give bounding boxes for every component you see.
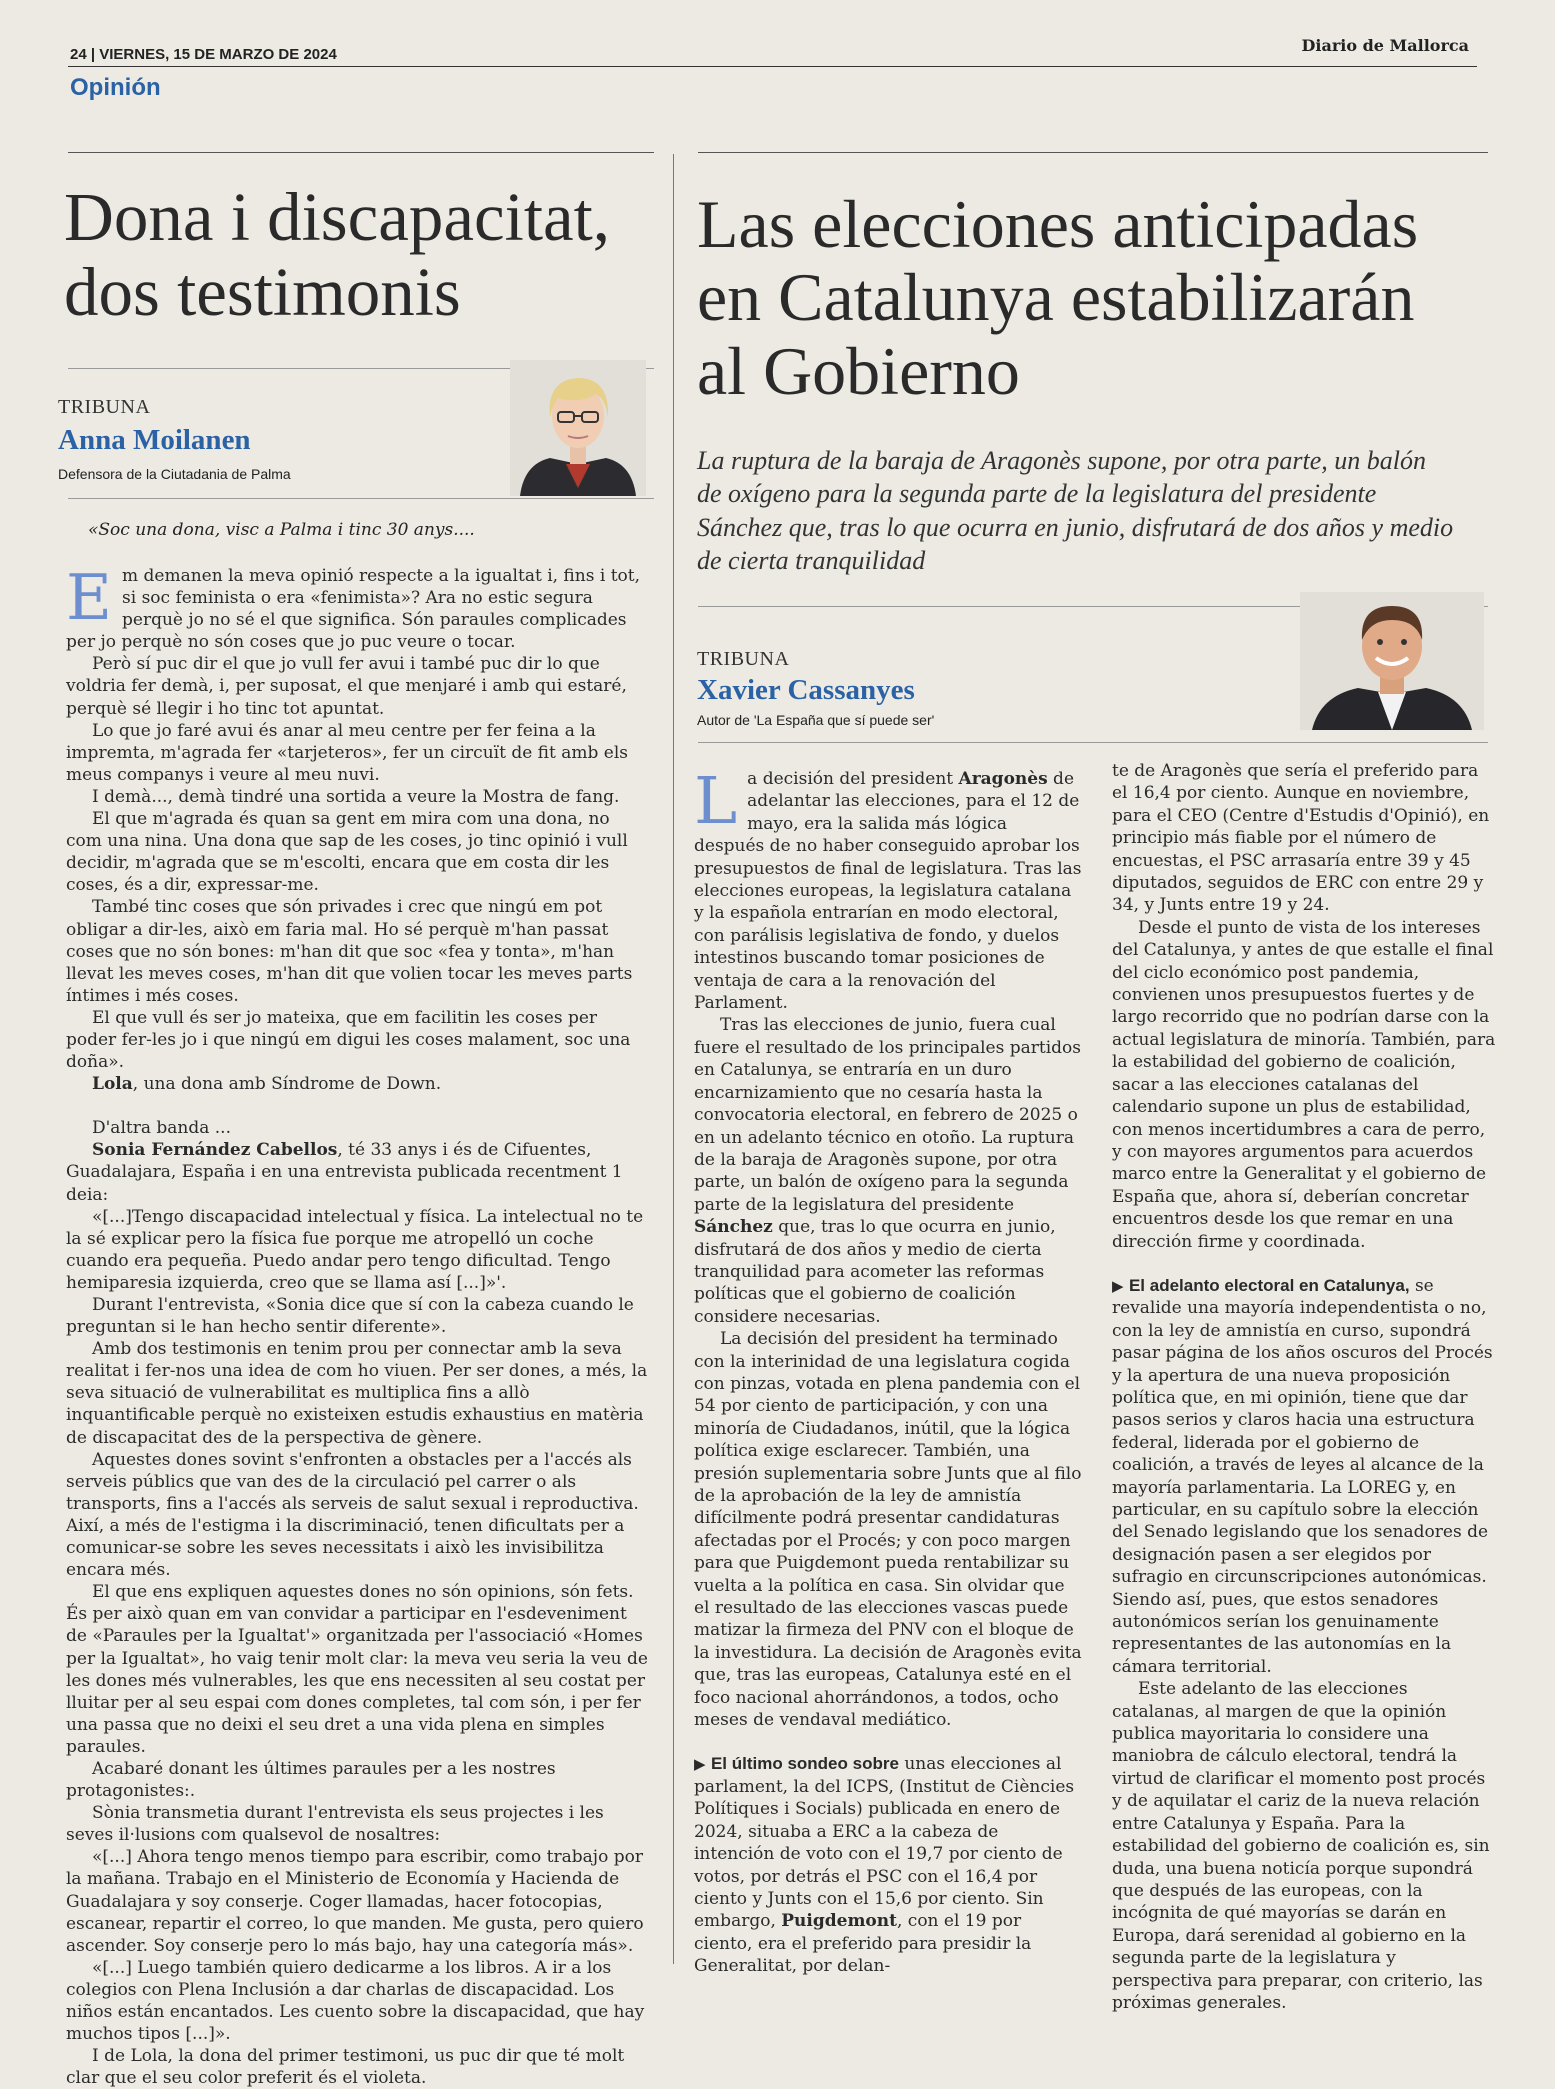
column-divider	[673, 154, 674, 1964]
paragraph: Durant l'entrevista, «Sonia dice que sí con la cabeza cuando le preguntan si le han hecho sentir diferente».	[66, 1295, 634, 1338]
dropcap-l: L	[694, 764, 738, 839]
paragraph: D'altra banda ...	[92, 1118, 231, 1139]
paragraph: Però sí puc dir el que jo vull fer avui i també puc dir lo que voldria fer demà, i, per suposat, el que menjaré i amb qui estaré, perquè sé llegir i ho tinc tot apuntat.	[66, 654, 627, 719]
quote-paragraph: «[...]Tengo discapacidad intelectual y física. La intelectual no te la sé explicar pero la física fue porque me atropelló un coche cuando era pequeña. Puedo andar pero tengo dificultad. Tengo hemiparesia izquierda, creo que se llama así [...]»'.	[66, 1206, 644, 1293]
header-rule	[68, 66, 1477, 67]
signature: Lola, una dona amb Síndrome de Down.	[92, 1074, 442, 1095]
right-article-column-1: La decisión del president Aragonès de adelantar las elecciones, para el 12 de mayo, era la salida más lógica después de no haber conseguido aprobar los presupuestos de final de legislatura. Tras las elecciones europeas, la legislatura catalana y la española entrarían en modo electoral, con parálisis legislativa de fondo, y duelos intestinos buscando tomar posiciones de ventaja de cara a la renovación del Parlament. Tras las elecciones de junio, fuera cual fuere el resultado de los principales partidos en Catalunya, se entraría en un duro encarnizamiento que no cesaría hasta la convocatoria electoral, en febrero de 2025 o en un adelanto técnico en otoño. La ruptura de la baraja de Aragonès supone, por otra parte, un balón de oxígeno para la segunda parte de la legislatura del presidente Sánchez que, tras lo que ocurra en junio, disfrutará de dos años y medio de cierta tranquilidad para acometer las reformas políticas que el gobierno de coalición considere necesarias. La decisión del president ha terminado con la interinidad de una legislatura cogida con pinzas, votada en plena pandemia con el 54 por ciento de participación, y con una minoría de Ciudadanos, inútil, que la lógica política exige esclarecer. También, una presión suplementaria sobre Junts que al filo de la aprobación de la ley de amnistía difícilmente podrá presentar candidaturas afectadas por el Procés; y con poco margen para que Puigdemont pueda rentabilizar su vuelta a la política en casa. Sin olvidar que el resultado de las elecciones vascas puede matizar la firmeza del PNV con el bloque de la investidura. La decisión de Aragonès evita que, tras las europeas, Catalunya esté en el foco nacional ahorrándonos, a todos, ocho meses de vendaval mediático. ▶ El último sondeo sobre unas elecciones al parlament, la del ICPS, (Institut de Ciències Polítiques i Socials) publicada en enero de 2024, situaba a ERC a la cabeza de intención de voto con el 19,7 por ciento de votos, por detrás el PSC con el 16,4 por ciento y Junts con el 15,6 por ciento. Sin embargo, Puigdemont, con el 19 por ciento, era el preferido para presidir la Generalitat, por delan-	[694, 764, 1082, 1977]
paragraph: Amb dos testimonis en tenim prou per connectar amb la seva realitat i fer-nos una idea de com ho viuen. Per ser dones, a més, la seva situació de vulnerabilitat es multiplica fins a allò inquantificable perquè no existeixen estudis exhaustius en matèria de discapacitat des de la perspectiva de gènere.	[66, 1339, 648, 1448]
paragraph: La decisión del president ha terminado con la interinidad de una legislatura cogida con pinzas, votada en plena pandemia con el 54 por ciento de participación, y con una minoría de Ciudadanos, inútil, que la lógica política exige esclarecer. También, una presión suplementaria sobre Junts que al filo de la aprobación de la ley de amnistía difícilmente podrá presentar candidaturas afectadas por el Procés; y con poco margen para que Puigdemont pueda rentabilizar su vuelta a la política en casa. Sin olvidar que el resultado de las elecciones vascas puede matizar la firmeza del PNV con el bloque de la investidura. La decisión de Aragonès evita que, tras las europeas, Catalunya esté en el foco nacional ahorrándonos, a todos, ocho meses de vendaval mediático.	[694, 1329, 1082, 1731]
paragraph: El que vull és ser jo mateixa, que em facilitin les coses per poder fer-les jo i que ningú em digui les coses malament, soc una doña».	[66, 1007, 631, 1073]
triangle-bullet-icon: ▶	[694, 1755, 706, 1774]
paragraph: També tinc coses que són privades i crec que ningú em pot obligar a dir-les, això em faria mal. Ho sé perquè m'han passat coses que no són bones: m'han dit que soc «fea y tonta», m'han llevat les meves coses, m'han dit que volien tocar les meves parts íntimes i més coses.	[66, 897, 633, 1006]
right-headline: Las elecciones anticipadas en Catalunya estabilizarán al Gobierno	[697, 186, 1419, 409]
paragraph: ▶ El último sondeo sobre unas elecciones al parlament, la del ICPS, (Institut de Ciències Polítiques i Socials) publicada en enero de 2024, situaba a ERC a la cabeza de intención de voto con el 19,7 por ciento de votos, por detrás el PSC con el 16,4 por ciento y Junts con el 15,6 por ciento. Sin embargo, Puigdemont, con el 19 por ciento, era el preferido para presidir la Generalitat, por delan-	[694, 1754, 1075, 1977]
quote-paragraph: «[...] Luego también quiero dedicarme a los libros. A ir a los colegios con Plena Inclusión a dar charlas de discapacidad. Los niños están encantados. Les cuento sobre la discapacidad, que hay muchos tipos [...]».	[66, 1957, 645, 2045]
section-label: Opinión	[70, 74, 161, 101]
paragraph: I demà..., demà tindré una sortida a veure la Mostra de fang.	[92, 786, 620, 807]
lead-quote: «Soc una dona, visc a Palma i tinc 30 anys....	[88, 520, 475, 540]
paragraph: El que m'agrada és quan sa gent em mira com una dona, no com una nina. Una dona que sap de les coses, jo tinc opinió i vull decidir, m'agrada que se m'escolti, encara que em costa dir les coses, és a dir, expressar-me.	[66, 809, 628, 896]
triangle-bullet-icon: ▶	[1112, 1276, 1124, 1295]
right-kicker: TRIBUNA	[697, 648, 790, 670]
left-kicker: TRIBUNA	[58, 396, 151, 418]
paragraph: Este adelanto de las elecciones catalanas, al margen de que la opinión publica mayoritaria lo considere una maniobra de cálculo electoral, tendrá la virtud de clarificar el momento post procés y de aquilatar el cariz de la nueva relación entre Catalunya y España. Para la estabilidad del gobierno de coalición es, sin duda, una buena noticía porque supondrá que después de las europeas, con la incógnita de qué mayorías se darán en Europa, dará serenidad al gobierno en la segunda parte de la legislatura y perspectiva para preparar, con criterio, las próximas generales.	[1112, 1679, 1490, 2013]
right-top-rule	[698, 152, 1488, 153]
left-byline-rule	[68, 498, 654, 499]
right-article-column-2	[1112, 760, 1498, 2014]
left-author: Anna Moilanen	[58, 424, 251, 456]
paragraph: Sònia transmetia durant l'entrevista els seus projectes i les seves il·lusions com qualsevol de nosaltres:	[66, 1803, 604, 1846]
portrait-xavier-cassanyes	[1300, 592, 1484, 730]
paragraph: Acabaré donant les últimes paraules per a les nostres protagonistes:.	[66, 1758, 556, 1802]
paragraph: I de Lola, la dona del primer testimoni, us puc dir que té molt clar que el seu color preferit és el violeta.	[66, 2046, 625, 2089]
portrait-anna-moilanen	[510, 360, 646, 496]
left-article-body: Em demanen la meva opinió respecte a la igualtat i, fins i tot, si soc feminista o era «fenimista»? Ara no estic segura perquè jo no sé el que significa. Són paraules complicades per jo perquè no són coses que jo puc veure o tocar. Però sí puc dir el que jo vull fer avui i també puc dir lo que voldria fer demà, i, per suposat, el que menjaré i amb qui estaré, perquè sé llegir i ho tinc tot apuntat. Lo que jo faré avui és anar al meu centre per fer feina a la impremta, m'agrada fer «tarjeteros», fer un circuït de fit amb els meus companys i veure al meu nuvi. I demà..., demà tindré una sortida a veure la Mostra de fang. El que m'agrada és quan sa gent em mira com una dona, no com una nina. Una dona que sap de les coses, jo tinc opinió i vull decidir, m'agrada que se m'escolti, encara que em costa dir les coses, és a dir, expressar-me. També tinc coses que són privades i crec que ningú em pot obligar a dir-les, això em faria mal. Ho sé perquè m'han passat coses que no són bones: m'han dit que soc «fea y tonta», m'han llevat les meves coses, m'han dit que volien tocar les meves parts íntimes i més coses. El que vull és ser jo mateixa, que em facilitin les coses per poder fer-les jo i que ningú em digui les coses malament, soc una doña». Lola, una dona amb Síndrome de Down. D'altra banda ... Sonia Fernández Cabellos, té 33 anys i és de Cifuentes, Guadalajara, España i en una entrevista publicada recentment 1 deia: «[...]Tengo discapacidad intelectual y física. La intelectual no te la sé explicar pero la física fue porque me atropelló un coche cuando era pequeña. Puedo andar pero tengo dificultad. Tengo hemiparesia izquierda, creo que se llama así [...]»'. Durant l'entrevista, «Sonia dice que sí con la cabeza cuando le preguntan si le han hecho sentir diferente». Amb dos testimonis en tenim prou per connectar amb la seva realitat i fer-nos una idea de com ho viuen. Per ser dones, a més, la seva situació de vulnerabilitat es multiplica fins a allò inquantificable perquè no existeixen estudis exhaustius en matèria de discapacitat des de la perspectiva de gènere. Aquestes dones sovint s'enfronten a obstacles per a l'accés als serveis públics que van des de la circulació pel carrer o als transports, fins a l'accés als serveis de salut sexual i reproductiva. Així, a més de l'estigma i la discriminació, tenen dificultats per a comunicar-se sobre les seves necessitats i això les invisibilitza encara més. El que ens expliquen aquestes dones no són opinions, són fets. És per això quan em van convidar a participar en l'esdeveniment de «Paraules per la Igualtat'» organitzada per l'associació «Homes per la Igualtat», ho vaig tenir molt clar: la meva veu seria la veu de les dones més vulnerables, les que ens necessiten al seu costat per lluitar per al seu espai com dones completes, tal com són, i per fer una passa que no deixi el seu dret a una vida plena en simples paraules. Acabaré donant les últimes paraules per a les nostres protagonistes:. Sònia transmetia durant l'entrevista els seus projectes i les seves il·lusions com qualsevol de nosaltres: «[...] Ahora tengo menos tiempo para escribir, como trabajo por la mañana. Trabajo en el Ministerio de Economía y Hacienda de Guadalajara y soy conserje. Coger llamadas, hacer fotocopias, escanear, repartir el correo, lo que manden. Me gusta, pero quiero ascender. Soy conserje pero lo más bajo, hay una categoría más». «[...] Luego también quiero dedicarme a los libros. A ir a los colegios con Plena Inclusión a dar charlas de discapacidad. Los niños están encantados. Les cuento sobre la discapacidad, que hay muchos tipos [...]». I de Lola, la dona del primer testimoni, us puc dir que té molt clar que el seu color preferit és el violeta.	[66, 561, 648, 2089]
paragraph: ▶ El adelanto electoral en Catalunya, se revalide una mayoría independentista o no, con la ley de amnistía en curso, supondrá pasar página de los años oscuros del Procés y la apertura de una nueva proposición política que, en mi opinión, tiene que dar pasos serios y claros hacia una estructura federal, liderada por el gobierno de coalición, a través de leyes al alcance de la mayoría parlamentaria. La LOREG y, en particular, en su capítulo sobre la elección del Senado legislando que los senadores de designación pasen a ser elegidos por sufragio en circunscripciones autonómicas. Siendo así, pues, que estos senadores autonómicos serían los genuinamente representantes de las autonomías en la cámara territorial.	[1112, 1275, 1493, 1677]
paragraph: te de Aragonès que sería el preferido para el 16,4 por ciento. Aunque en noviembre, para el CEO (Centre d'Estudis d'Opinió), en principio más fiable por el número de encuestas, el PSC arrasaría entre 39 y 45 diputados, seguidos de ERC con entre 29 y 34, y Junts entre 19 y 24.	[1112, 761, 1490, 916]
dropcap-e: E	[66, 561, 112, 634]
paragraph: Tras las elecciones de junio, fuera cual fuere el resultado de los principales partidos en Catalunya, se entraría en un duro encarnizamiento que no cesaría hasta la convocatoria electoral, en febrero de 2025 o en un adelanto técnico en otoño. La ruptura de la baraja de Aragonès supone, por otra parte, un balón de oxígeno para la segunda parte de la legislatura del presidente Sánchez que, tras lo que ocurra en junio, disfrutará de dos años y medio de cierta tranquilidad para acometer las reformas políticas que el gobierno de coalición considere necesarias.	[694, 1015, 1081, 1327]
left-top-rule	[68, 152, 654, 153]
quote-paragraph: «[...] Ahora tengo menos tiempo para escribir, como trabajo por la mañana. Trabajo en el Ministerio de Economía y Hacienda de Guadalajara y soy conserje. Coger llamadas, hacer fotocopias, escanear, repartir el correo, lo que manden. Me gusta, pero quiero ascender. Soy conserje pero lo más bajo, hay una categoría más».	[66, 1847, 644, 1956]
newspaper-name: Diario de Mallorca	[1301, 36, 1469, 55]
paragraph: Lo que jo faré avui és anar al meu centre per fer feina a la impremta, m'agrada fer «tarjeteros», fer un circuït de fit amb els meus companys i veure al meu nuvi.	[66, 720, 629, 785]
paragraph: Desde el punto de vista de los intereses del Catalunya, y antes de que estalle el final del ciclo económico post pandemia, convienen unos presupuestos fuertes y de largo recorrido que no podrían darse con la actual legislatura de minoría. También, para la estabilidad del gobierno de coalición, sacar a las elecciones catalanas del calendario supone un plus de estabilidad, con menos incertidumbres a cara de perro, y con mayores argumentos para acuerdos marco entre la Generalitat y el gobierno de España que, ahora sí, deberían concretar encuentros desde los que remar en una dirección firme y coordinada.	[1112, 917, 1496, 1252]
page-date: 24 | VIERNES, 15 DE MARZO DE 2024	[70, 46, 337, 63]
paragraph: Aquestes dones sovint s'enfronten a obstacles per a l'accés als serveis públics que van des de la circulació pel carrer o als transports, fins a l'accés als serveis de salut sexual i reproductiva. Així, a més de l'estigma i la discriminació, tenen dificultats per a comunicar-se sobre les seves necessitats i això les invisibilitza encara més.	[66, 1449, 639, 1581]
left-headline: Dona i discapacitat, dos testimonis	[64, 179, 611, 330]
paragraph: Sonia Fernández Cabellos, té 33 anys i és de Cifuentes, Guadalajara, España i en una entrevista publicada recentment 1 deia:	[66, 1140, 623, 1205]
paragraph: El que ens expliquen aquestes dones no són opinions, són fets. És per això quan em van convidar a participar en l'esdeveniment de «Paraules per la Igualtat'» organitzada per l'associació «Homes per la Igualtat», ho vaig tenir molt clar: la meva veu seria la veu de les dones més vulnerables, les que ens necessiten al seu costat per lluitar per al seu espai com dones completes, tal com són, i per fer una passa que no deixi el seu dret a una vida plena en simples paraules.	[66, 1582, 648, 1757]
right-author: Xavier Cassanyes	[697, 674, 915, 706]
right-byline-rule	[698, 742, 1488, 743]
right-subtitle: La ruptura de la baraja de Aragonès supone, por otra parte, un balón de oxígeno para la segunda parte de la legislatura del presidente Sánchez que, tras lo que ocurra en junio, disfrutará de dos años y medio de cierta tranquilidad	[697, 446, 1454, 575]
right-author-role: Autor de 'La España que sí puede ser'	[697, 712, 935, 728]
left-author-role: Defensora de la Ciutadania de Palma	[58, 466, 291, 482]
